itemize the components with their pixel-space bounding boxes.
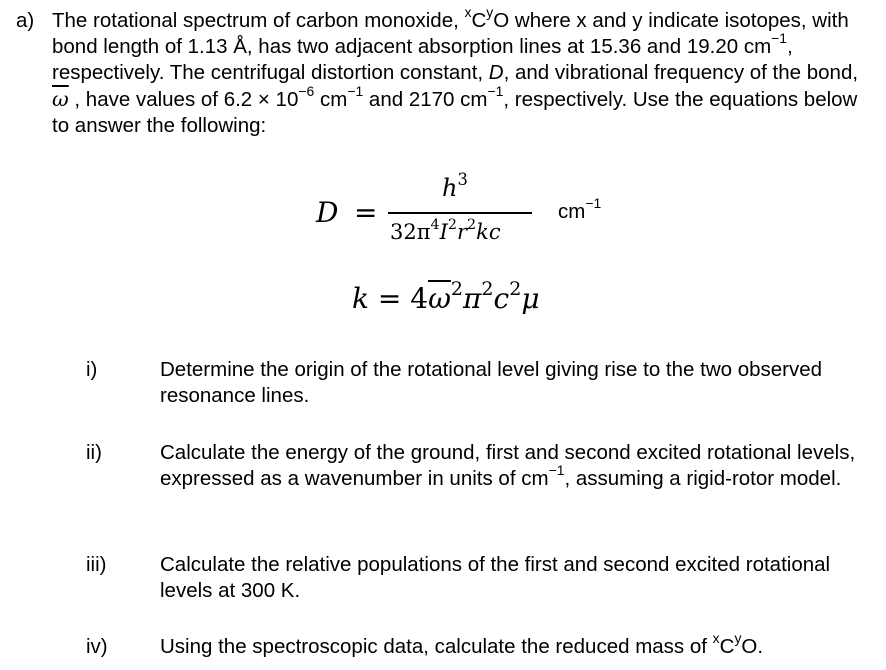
carbon-symbol: C [471,9,487,32]
subquestion-i [86,357,876,409]
eq1-denominator [390,216,501,244]
eq2-c: c [493,282,510,315]
intro-part-3: , respectively. The centrifugal distortion constant, [52,35,793,84]
isotope-x: x [712,630,720,647]
subquestion-text-b: , assuming a rigid-rotor model. [564,467,842,490]
subquestion-ii [86,440,876,492]
isotope-y: y [734,630,742,647]
subquestion-exp: −1 [548,462,565,479]
subquestion-text-a: Using the spectroscopic data, calculate the reduced mass of [160,635,713,658]
eq2-pi: π [463,282,482,315]
intro-part-6: cm [314,88,348,111]
eq2-omega-exp: 2 [450,277,464,300]
eq2-k: k [352,282,369,315]
subquestion-label: iv) [86,635,108,658]
intro-part-2: O where x and y indicate isotopes, with bond length of 1.13 Å, has two adjacent absorption lines at 15.36 and 19.20 cm [52,9,849,58]
isotope-y: y [486,4,494,21]
eq1-num-base: h [442,174,458,202]
eq2-pi-exp: 2 [481,277,494,300]
intro-part-7: and 2170 cm [363,88,488,111]
subquestion-label: ii) [86,441,102,464]
eq1-equals: = [354,196,378,229]
subquestion-text: Determine the origin of the rotational level giving rise to the two observed resonance lines. [160,358,823,407]
subquestion-text: Calculate the relative populations of the first and second excited rotational levels at 300 K. [160,553,831,602]
subquestion-iii [86,552,876,604]
oxygen-symbol: O. [741,635,764,658]
subquestion-label: iii) [86,553,107,576]
eq1-unit [558,195,602,224]
subquestion-iv [86,630,876,660]
eq1-lhs: D [316,196,339,229]
d-symbol: D [488,61,504,84]
eq1-fraction-bar [388,212,532,214]
eq2-c-exp: 2 [509,277,522,300]
subquestion-text [160,630,876,660]
eq1-den-d: kc [476,220,501,244]
eq1-den-c: r [456,220,468,244]
eq1-num-exp: 3 [457,169,468,189]
eq1-unit-exp: −1 [585,195,602,212]
intro-part-4: , and vibrational frequency of the bond, [503,61,859,84]
eq1-numerator [442,169,468,202]
subquestion-text [160,440,876,492]
eq2-coef: 4 [410,282,429,315]
intro-part-8: , respectively. Use the equations below to answer the following: [52,88,858,137]
eq1-den-b: I [439,220,448,244]
question-intro [16,4,876,139]
intro-text [52,4,876,139]
equation-force-constant [352,277,540,315]
exponent-4: −1 [487,83,504,100]
exponent-3: −1 [347,83,364,100]
exponent-2: −6 [298,83,315,100]
isotope-x: x [464,4,472,21]
exponent-1: −1 [771,30,788,47]
subquestion-text-a: Calculate the energy of the ground, first and second excited rotational levels, expressed as a wavenumber in units of cm [160,441,856,490]
eq1-unit-base: cm [558,200,586,223]
eq1-den-c-exp: 2 [467,216,477,233]
eq1-den-b-exp: 2 [447,216,457,233]
carbon-symbol: C [719,635,735,658]
eq1-den-a-exp: 4 [430,216,440,233]
intro-part-5: , have values of 6.2 × 10 [68,88,299,111]
eq2-equals: = [368,282,411,315]
eq1-den-a: 32π [390,220,431,244]
subquestion-label: i) [86,358,98,381]
eq2-omega-bar: $\overline{\omega}$ [428,282,451,315]
omega-bar-symbol: $\overline{\omega}$ [52,87,69,111]
equation-centrifugal-distortion [312,169,652,254]
intro-part-1: The rotational spectrum of carbon monoxide, [52,9,465,32]
question-label: a) [16,9,35,32]
eq2-mu: μ [521,282,540,315]
